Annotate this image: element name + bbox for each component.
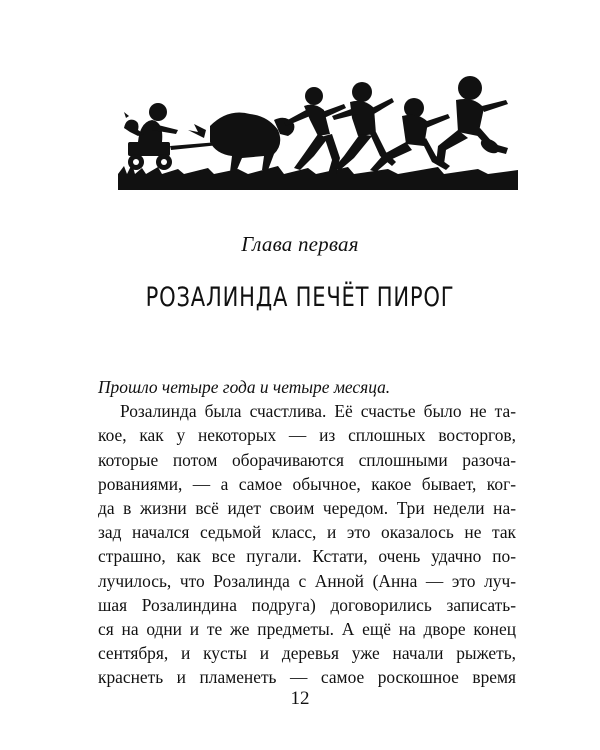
text-line: ся на одни и те же предметы. А ещё на дворе конец (98, 619, 516, 640)
text-line: сентября, и кусты и деревья уже начали рыжеть, (98, 643, 516, 664)
text-line: краснеть и пламенеть — самое роскошное время (98, 667, 516, 688)
text-line: рованиями, — а самое обычное, какое бывает, ког- (98, 473, 516, 494)
text-line: которые потом оборачиваются сплошными разоча- (98, 449, 516, 470)
text-line: Розалинда была счастлива. Её счастье было не та- (120, 401, 516, 422)
text-line: кое, как у некоторых — из сплошных восторгов, (98, 425, 516, 446)
chapter-title: РОЗАЛИНДА ПЕЧЁТ ПИРОГ (145, 282, 455, 313)
chapter-number: Глава первая (241, 232, 359, 256)
text-line: зад начался седьмой класс, и это оказалось не так (98, 522, 516, 543)
running-children-silhouette-illustration (118, 70, 518, 192)
text-line: Прошло четыре года и четыре месяца. (98, 377, 391, 397)
text-line: лучилось, что Розалинда с Анной (Анна — это луч- (98, 570, 516, 591)
chapter-body-text (98, 375, 516, 690)
page-number: 12 (290, 688, 310, 709)
text-line: шая Розалиндина подруга) договорились записать- (98, 594, 516, 615)
text-line: страшно, как все пугали. Кстати, очень удачно по- (98, 546, 516, 567)
text-line: да в жизни всё идет своим чередом. Три недели на- (98, 498, 516, 519)
